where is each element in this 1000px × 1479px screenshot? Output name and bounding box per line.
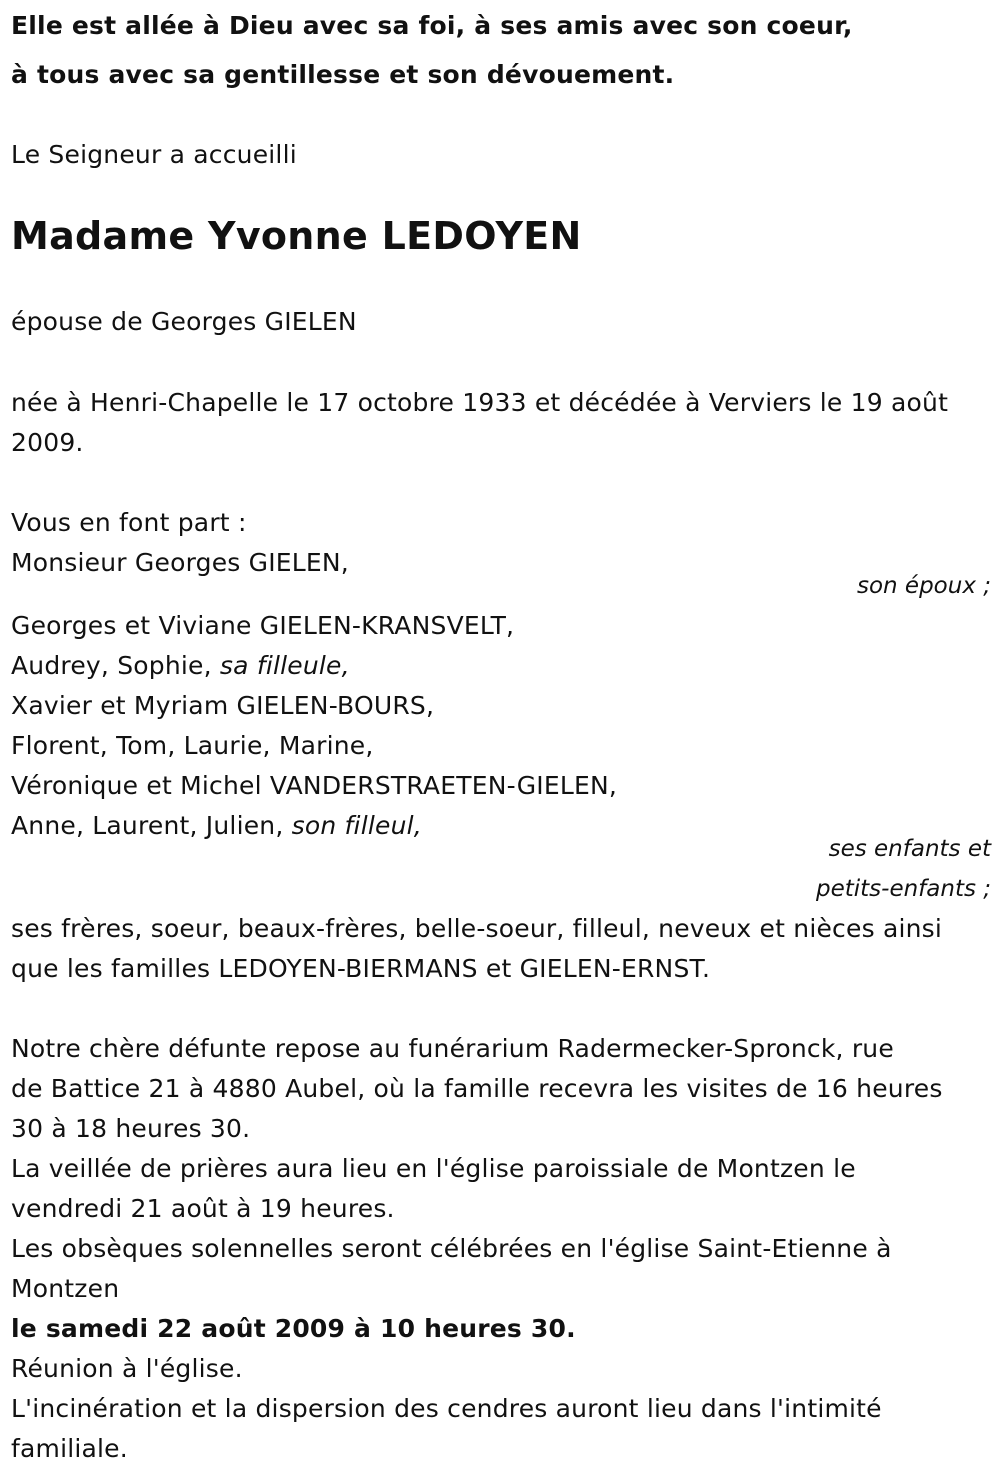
deceased-name: Madame Yvonne LEDOYEN — [11, 214, 582, 258]
details-line-3: 30 à 18 heures 30. — [11, 1114, 251, 1143]
child-line-2-note: sa filleule, — [219, 651, 350, 680]
details-line-11: familiale. — [11, 1434, 128, 1463]
child-line-4-text: Florent, Tom, Laurie, Marine, — [11, 731, 374, 760]
details-line-2: de Battice 21 à 4880 Aubel, où la famille recevra les visites de 16 heures — [11, 1074, 943, 1103]
child-line-1-text: Georges et Viviane GIELEN-KRANSVELT, — [11, 611, 515, 640]
family-line-2: que les familles LEDOYEN-BIERMANS et GIELEN-ERNST. — [11, 954, 711, 983]
details-line-6: Les obsèques solennelles seront célébrées en l'église Saint-Etienne à — [11, 1234, 892, 1263]
child-line-6-note: son filleul, — [291, 811, 422, 840]
details-line-5: vendredi 21 août à 19 heures. — [11, 1194, 395, 1223]
child-line-2 — [11, 646, 350, 686]
child-line-6-text: Anne, Laurent, Julien, — [11, 811, 292, 840]
funeral-date: le samedi 22 août 2009 à 10 heures 30. — [11, 1314, 576, 1343]
children-role-line-1: ses enfants et — [828, 836, 991, 862]
details-line-7: Montzen — [11, 1274, 120, 1303]
child-line-1 — [11, 606, 514, 646]
child-line-6 — [11, 806, 422, 846]
epitaph-line-1: Elle est allée à Dieu avec sa foi, à ses amis avec son coeur, — [11, 11, 853, 40]
child-line-5 — [11, 766, 617, 806]
epitaph-line-2: à tous avec sa gentillesse et son dévouement. — [11, 60, 675, 89]
intro-text: Le Seigneur a accueilli — [11, 140, 297, 169]
details-line-10: L'incinération et la dispersion des cendres auront lieu dans l'intimité — [11, 1394, 882, 1423]
birth-death-line-1: née à Henri-Chapelle le 17 octobre 1933 et décédée à Verviers le 19 août — [11, 388, 949, 417]
details-line-4: La veillée de prières aura lieu en l'église paroissiale de Montzen le — [11, 1154, 856, 1183]
spouse-line: épouse de Georges GIELEN — [11, 307, 357, 336]
husband-role: son époux ; — [856, 573, 991, 599]
child-line-4 — [11, 726, 374, 766]
child-line-3-text: Xavier et Myriam GIELEN-BOURS, — [11, 691, 435, 720]
child-line-3 — [11, 686, 434, 726]
birth-death-line-2: 2009. — [11, 428, 84, 457]
husband-name: Monsieur Georges GIELEN, — [11, 548, 349, 577]
child-line-2-text: Audrey, Sophie, — [11, 651, 220, 680]
details-line-1: Notre chère défunte repose au funérarium Radermecker-Spronck, rue — [11, 1034, 894, 1063]
family-line-1: ses frères, soeur, beaux-frères, belle-soeur, filleul, neveux et nièces ainsi — [11, 914, 943, 943]
child-line-5-text: Véronique et Michel VANDERSTRAETEN-GIELEN, — [11, 771, 618, 800]
details-line-9: Réunion à l'église. — [11, 1354, 243, 1383]
announcement-text: Vous en font part : — [11, 508, 247, 537]
children-role-line-2: petits-enfants ; — [815, 876, 991, 902]
